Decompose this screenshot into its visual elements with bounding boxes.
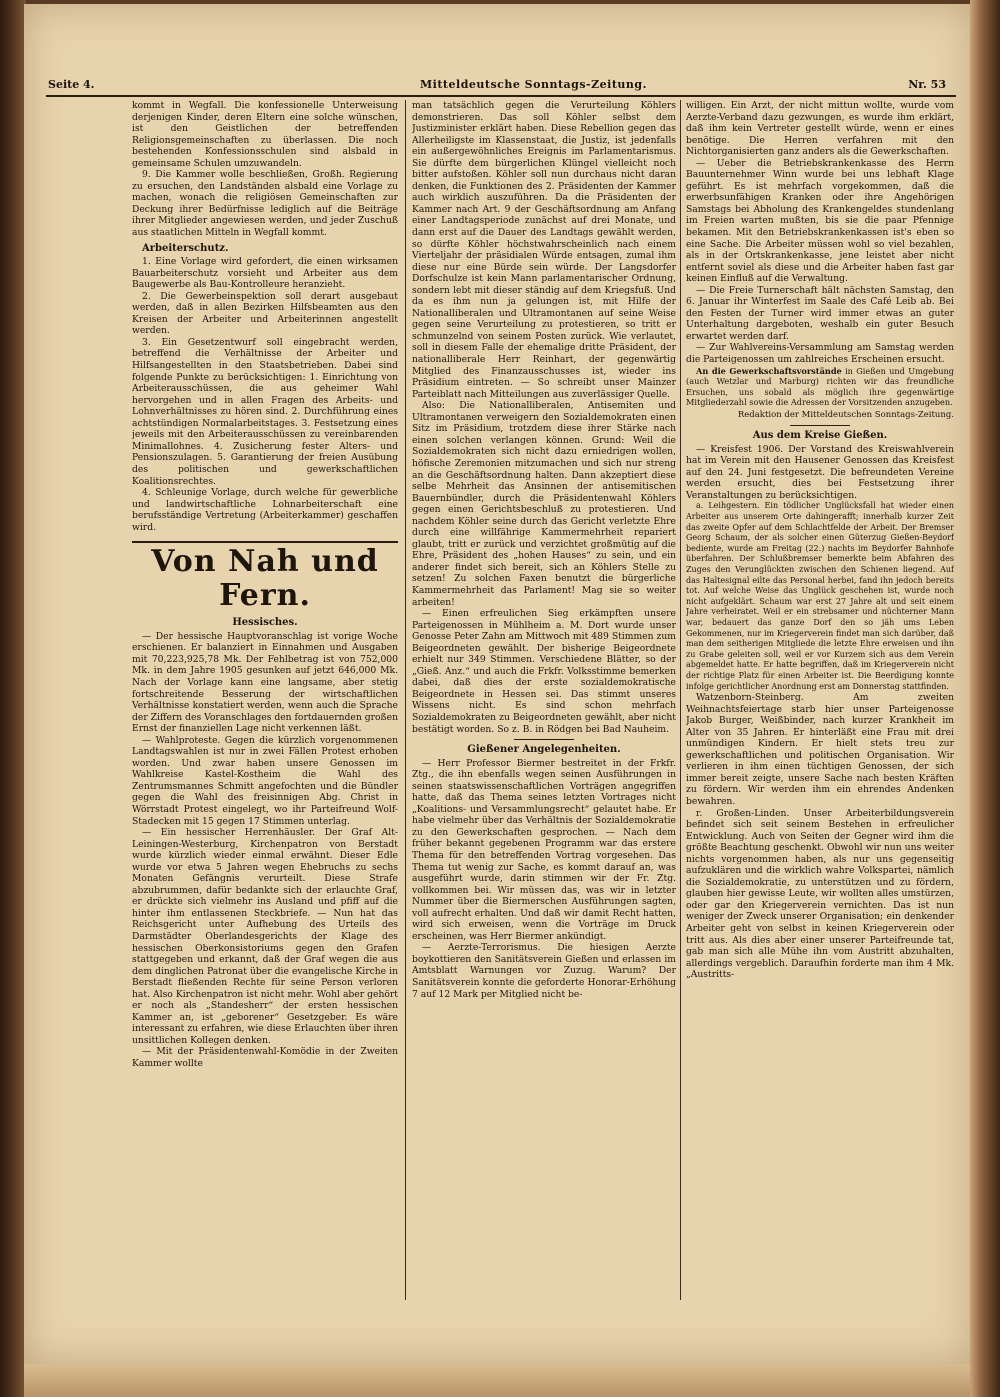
article-paragraph: — Mit der Präsidentenwahl-Komödie in der Zweiten Kammer wollte xyxy=(132,1046,398,1070)
section-divider xyxy=(790,425,850,426)
article-paragraph: — Die Freie Turnerschaft hält nächsten Samstag, den 6. Januar ihr Winterfest im Saale des Café Leib ab. Bei den Festen der Turner wird immer etwas an guter Unterhaltung dargeboten, weshalb ein guter Besuch erwartet werden darf. xyxy=(686,284,954,342)
article-paragraph: man tatsächlich gegen die Verurteilung Köhlers demonstrieren. Das soll Köhler selbst dem Justizminister erklärt haben. Diese Rebellion gegen das Allerheiligste im Klassenstaat, die Justiz, ist jedenfalls ein außergewöhnliches Ereignis im Parlamentarismus. Sie dürfte dem bürgerlichen Klüngel vielleicht noch bitter aufstoßen. Köhler soll nun durchaus nicht daran denken, die Funktionen des 2. Präsidenten der Kammer auch wirklich auszuführen. Da die Präsidenten der Kammer nach Art. 9 der Geschäftsordnung am Anfang einer Landtagsperiode zunächst auf drei Monate, und dann erst auf die Dauer des Landtags gewählt werden, so dürfte Köhler höchstwahrscheinlich nach einem Vierteljahr der präsidialen Würde entsagen, zumal ihm diese nur eine Bürde sein würde. Der Langsdorfer Dorfschulze ist kein Mann parlamentarischer Ordnung, sondern lebt mit dieser ständig auf dem Kriegsfuß. Und da es ihm nun ja gelungen ist, mit Hilfe der Nationalliberalen und Ultramontanen auf seine Weise gegen seine Verurteilung zu protestieren, so tritt er schmunzelnd von seinem Posten zurück. Wie verlautet, soll in diesem Falle der ehemalige dritte Präsident, der nationalliberale Herr Reinhart, der gegenwärtig Mitglied des Finanzausschusses ist, wieder ins Präsidium eintreten. — So schreibt unser Mainzer Parteiblatt nach Mitteilungen aus zuverlässiger Quelle. xyxy=(412,100,676,400)
article-paragraph: 1. Eine Vorlage wird gefordert, die einen wirksamen Bauarbeiterschutz vorsieht und Arbeiter aus dem Baugewerbe als Bau-Kontrolleure heranzieht. xyxy=(132,256,398,291)
column-divider xyxy=(680,100,681,1300)
notice-paragraph xyxy=(686,366,954,408)
column-1 xyxy=(132,100,398,1300)
article-paragraph: willigen. Ein Arzt, der nicht mittun wollte, wurde vom Aerzte-Verband dazu gezwungen, es wurde ihm erklärt, daß ihm kein Vertreter gestellt würde, wenn er eines benötige. Die Herren verfahren mit den Nichtorganisierten ganz anders als die Gewerkschaften. xyxy=(686,100,954,158)
section-heading-kreise-giessen: Aus dem Kreise Gießen. xyxy=(752,430,888,442)
page-edge-right xyxy=(970,0,1000,1397)
article-paragraph: Watzenborn-Steinberg. Am zweiten Weihnachtsfeiertage starb hier unser Parteigenosse Jakob Burger, Weißbinder, nach kurzer Krankheit im Alter von 35 Jahren. Er hinterläßt eine Frau mit drei unmündigen Kindern. Er hielt stets treu zur gewerkschaftlichen und politischen Organisation. Wir verlieren in ihm einen tüchtigen Genossen, der sich immer bereit zeigte, unsere Sache nach besten Kräften zu fördern. Wir werden ihm ein ehrendes Andenken bewahren. xyxy=(686,692,954,808)
article-paragraph: — Aerzte-Terrorismus. Die hiesigen Aerzte boykottieren den Sanitätsverein Gießen und erlassen im Amtsblatt Warnungen vor Zuzug. Warum? Der Sanitätsverein konnte die geforderte Honorar-Erhöhung 7 auf 12 Mark per Mitglied nicht be- xyxy=(412,942,676,1000)
article-paragraph: — Einen erfreulichen Sieg erkämpften unsere Parteigenossen in Mühlheim a. M. Dort wurde unser Genosse Peter Zahn am Mittwoch mit 489 Stimmen zum Beigeordneten gewählt. Der bisherige Beigeordnete erhielt nur 349 Stimmen. Verschiedene Blätter, so der „Gieß. Anz.“ und auch die Frkfr. Volksstimme bemerken dabei, daß dies der erste sozialdemokratische Beigeordnete in Hessen sei. Das stimmt unseres Wissens nicht. Es sind schon mehrfach Sozialdemokraten zu Beigeordneten gewählt, aber nicht bestätigt worden. So z. B. in Rödgen bei Bad Nauheim. xyxy=(412,608,676,735)
article-paragraph: — Der hessische Hauptvoranschlag ist vorige Woche erschienen. Er balanziert in Einnahmen und Ausgaben mit 70,223,925,78 Mk. Der Fehlbetrag ist von 752,000 Mk. in dem Jahre 1905 gesunken auf jetzt 646,000 Mk. Nach der Vorlage kann eine langsame, aber stetig fortschreitende Besserung der wirtschaftlichen Verhältnisse konstatiert werden, wenn auch die Sprache der Ziffern des Voranschlages den fortdauernden großen Ernst der finanziellen Lage nicht verkennen läßt. xyxy=(132,630,398,735)
article-paragraph: kommt in Wegfall. Die konfessionelle Unterweisung derjenigen Kinder, deren Eltern eine solche wünschen, ist den Geistlichen der betreffenden Religionsgemeinschaften zu überlassen. Die noch bestehenden Konfessionsschulen sind alsbald in gemeinsame Schulen umzuwandeln. xyxy=(132,100,398,169)
article-paragraph: 4. Schleunige Vorlage, durch welche für gewerbliche und landwirtschaftliche Lohnarbeiterschaft eine berufsständige Vertretung (Arbeiterkammer) geschaffen wird. xyxy=(132,487,398,533)
article-paragraph: — Herr Professor Biermer bestreitet in der Frkfr. Ztg., die ihn ebenfalls wegen seinen Ausführungen in seinen staatswissenschaftlichen Vorträgen angegriffen hatte, daß das Thema seines letzten Vortrages nicht „Koalitions- und Versammlungsrecht“ gelautet habe. Er habe vielmehr über das Verhältnis der Sozialdemokratie zu den Gewerkschaften gesprochen. — Nach dem früher bekannt gegebenen Programm war das erstere Thema für den betreffenden Vortrag vorgesehen. Das Thema tut wenig zur Sache, es kommt darauf an, was ausgeführt wurde, darin stimmen wir der Fr. Ztg. vollkommen bei. Wir müssen das, was wir in letzter Nummer über die Biermerschen Ausführungen sagten, voll aufrecht erhalten. Und daß wir damit Recht hatten, wird sich erweisen, wenn die Vorträge im Druck erscheinen, was Herr Biermer ankündigt. xyxy=(412,757,676,942)
notice-bold-lead: An die Gewerkschaftsvorstände xyxy=(696,365,842,376)
article-paragraph: r. Großen-Linden. Unser Arbeiterbildungsverein befindet sich seit seinem Bestehen in erfreulicher Entwicklung. Auch von Seiten der Gegner wird ihm die größte Beachtung geschenkt. Obwohl wir nun uns weiter nichts vorgenommen haben, als nur uns gegenseitig aufzuklären und die wirklich wahre Volkspartei, nämlich die Sozialdemokratie, zu unterstützen und zu fördern, glauben hier gewisse Leute, wir wollten alles umstürzen, oder gar den Kriegerverein vernichten. Das ist nun weniger der Zweck unserer Organisation; ein denkender Arbeiter geht von selbst in keinen Kriegerverein oder tritt aus. Als dies aber einer unserer Parteifreunde tat, gab man sich alle Mühe ihn vom Austritt abzuhalten, allerdings vergeblich. Daraufhin forderte man ihm 4 Mk. „Austritts- xyxy=(686,807,954,981)
column-3 xyxy=(686,100,954,1300)
section-heading-giessener: Gießener Angelegenheiten. xyxy=(467,744,621,756)
notice-text: in Gießen und Umgebung (auch Wetzlar und Marburg) richten wir das freundliche Ersuchen, uns sobald als möglich ihre gegenwärtige Mitgliederzahl sowie die Adressen der Vorsitzenden anzugeben. xyxy=(686,365,954,408)
article-paragraph: 3. Ein Gesetzentwurf soll eingebracht werden, betreffend die Verhältnisse der Arbeiter und Hilfsangestellten in den Staatsbetrieben. Dabei sind folgende Punkte zu berücksichtigen: 1. Einrichtung von Arbeiterausschüssen, die aus geheimer Wahl hervorgehen und in allen Fragen des Arbeits- und Lohnverhältnisses zu hören sind. 2. Durchführung eines achtstündigen Normalarbeitstages. 3. Festsetzung eines jeweils mit den Arbeiterausschüssen zu vereinbarenden Minimallohnes. 4. Zusicherung fester Alters- und Pensionszulagen. 5. Garantierung der freien Ausübung des politischen und gewerkschaftlichen Koalitionsrechtes. xyxy=(132,336,398,487)
column-2 xyxy=(412,100,676,1300)
column-divider xyxy=(405,100,406,1300)
article-paragraph: — Wahlproteste. Gegen die kürzlich vorgenommenen Landtagswahlen ist nur in zwei Fällen Protest erhoben worden. Und zwar haben unsere Genossen im Wahlkreise Kastel-Kostheim die Wahl des Zentrumsmannes Schmitt angefochten und die Bündler gegen die Wahl des freisinnigen Abg. Christ in Wörrstadt Protest eingelegt, wo ihr Parteifreund Wolf-Stadecken mit 15 gegen 17 Stimmen unterlag. xyxy=(132,734,398,827)
editorial-signature: Redaktion der Mitteldeutschen Sonntags-Zeitung. xyxy=(737,409,954,420)
page-number: Seite 4. xyxy=(48,78,95,91)
newspaper-title: Mitteldeutsche Sonntags-Zeitung. xyxy=(420,78,647,91)
section-title-von-nah-und-fern: Von Nah und Fern. xyxy=(132,541,398,613)
article-paragraph: — Zur Wahlvereins-Versammlung am Samstag werden die Parteigenossen um zahlreiches Erscheinen ersucht. xyxy=(686,342,954,366)
issue-number: Nr. 53 xyxy=(908,78,946,91)
article-paragraph: a. Leihgestern. Ein tödlicher Unglücksfall hat wieder einen Arbeiter aus unserem Orte dahingerafft; innerhalb kurzer Zeit das zweite Opfer auf dem Schlachtfelde der Arbeit. Der Bremser Georg Schaum, der als solcher einen Güterzug Gießen-Beydorf bediente, wurde am Freitag (22.) nachts im Beydorfer Bahnhofe überfahren. Der Schlußbremser bemerkte beim Abfahren des Zuges den Verunglückten zwischen den Schienen liegend. Auf das Haltesignal eilte das Personal herbei, fand ihn jedoch bereits tot. Auf welche Weise das Unglück geschehen ist, wurde noch nicht aufgeklärt. Schaum war erst 27 Jahre alt und seit einem Jahre verheiratet. Weil er ein strebsamer und nüchterner Mann war, bedauert das ganze Dorf den so jäh ums Leben Gekommenen, nur im Kriegerverein findet man sich darüber, daß man dem seitherigen Mitgliede die letzte Ehre erweisen und ihn zu Grabe geleiten soll, weil er vor Kurzem sich aus dem Verein abgemeldet hatte. Er hatte begriffen, daß im Kriegerverein nicht der richtige Platz für einen Arbeiter ist. Die Beerdigung konnte infolge gerichtlicher Anordnung erst am Donnerstag stattfinden. xyxy=(686,501,954,691)
article-paragraph: Also: Die Nationalliberalen, Antisemiten und Ultramontanen verweigern den Sozialdemokraten einen Sitz im Präsidium, trotzdem diese ihrer Stärke nach einen solchen verlangen können. Grund: Weil die Sozialdemokraten sich nicht dazu erniedrigen wollen, höfische Zeremonien mitzumachen und sich nur streng an die Geschäftsordnung halten. Dann akzeptiert diese selbe Mehrheit das Ansinnen der antisemitischen Bauernbündler, durch die Präsidentenwahl Köhlers gegen einen Gerichtsbeschluß zu protestieren. Und nachdem Köhler seine durch das Gericht verletzte Ehre durch eine willfährige Kammermehrheit repariert glaubt, tritt er zurück und verzichtet großmütig auf die Ehre, Präsident des „hohen Hauses“ zu sein, und ein anderer findet sich bereit, sich an Köhlers Stelle zu setzen! Zu solchen Faxen benutzt die bürgerliche Kammermehrheit das Parlament! Mag sie so weiter arbeiten! xyxy=(412,400,676,608)
article-paragraph: — Ueber die Betriebskrankenkasse des Herrn Bauunternehmer Winn wurde bei uns lebhaft Klage geführt. Es ist mehrfach vorgekommen, daß die erwerbsunfähigen Kranken oder ihre Angehörigen Samstags bei Abholung des Krankengeldes stundenlang im Freien warten mußten, bis sie die paar Pfennige bekamen. Mit den Betriebskrankenkassen ist's eben so eine Sache. Die Arbeiter müssen wohl so viel bezahlen, als in der Ortskrankenkasse, jene leistet aber nicht entfernt soviel als diese und die Arbeiter haben fast gar keinen Einfluß auf die Verwaltung. xyxy=(686,157,954,285)
section-heading-hessisches: Hessisches. xyxy=(232,617,298,629)
section-divider xyxy=(514,739,574,740)
page-header xyxy=(40,72,960,94)
article-paragraph: 9. Die Kammer wolle beschließen, Großh. Regierung zu ersuchen, den Landständen alsbald eine Vorlage zu machen, wonach die religiösen Gemeinschaften zur Deckung ihrer Bedürfnisse lediglich auf die Beiträge ihrer Mitglieder angewiesen werden, und jeder Zuschuß aus staatlichen Mitteln in Wegfall kommt. xyxy=(132,169,398,239)
section-heading-arbeiterschutz: Arbeiterschutz. xyxy=(142,242,229,254)
book-binding xyxy=(0,0,26,1397)
page-edge-bottom xyxy=(24,1364,972,1397)
article-paragraph: — Kreisfest 1906. Der Vorstand des Kreiswahlverein hat im Verein mit den Hausener Genossen das Kreisfest auf den 24. Juni festgesetzt. Die befreundeten Vereine werden ersucht, dies bei Festsetzung ihrer Veranstaltungen zu berücksichtigen. xyxy=(686,443,954,501)
article-paragraph: 2. Die Gewerbeinspektion soll derart ausgebaut werden, daß in allen Bezirken Hilfsbeamten aus den Kreisen der Arbeiter und Arbeiterinnen angestellt werden. xyxy=(132,290,398,337)
header-rule xyxy=(46,95,956,97)
article-paragraph: — Ein hessischer Herrenhäusler. Der Graf Alt-Leiningen-Westerburg, Kirchenpatron von Berstadt wurde kürzlich wieder einmal erwähnt. Dieser Edle wurde vor etwa 5 Jahren wegen Ehebruchs zu sechs Monaten Gefängnis verurteilt. Diese Strafe abzubrummen, dafür bedankte sich der erlauchte Graf, er drückte sich vielmehr ins Ausland und pfiff auf die hinter ihm entlassenen Steckbriefe. — Nun hat das Reichsgericht unter Aufhebung des Urteils des Darmstädter Oberlandesgerichts der Klage des hessischen Oberkonsistoriums gegen den Grafen stattgegeben und erkannt, daß der Graf wegen die aus dem dinglichen Patronat über die evangelische Kirche in Berstadt fließenden Rechte für seine Person verloren hat. Also Kirchenpatron ist nicht mehr. Wohl aber gehört er noch als „Standesherr“ der ersten hessischen Kammer an, ist „geborener“ Gesetzgeber. Es wäre interessant zu erfahren, wie diese Erlauchten über ihren unsittlichen Kollegen denken. xyxy=(132,827,398,1046)
